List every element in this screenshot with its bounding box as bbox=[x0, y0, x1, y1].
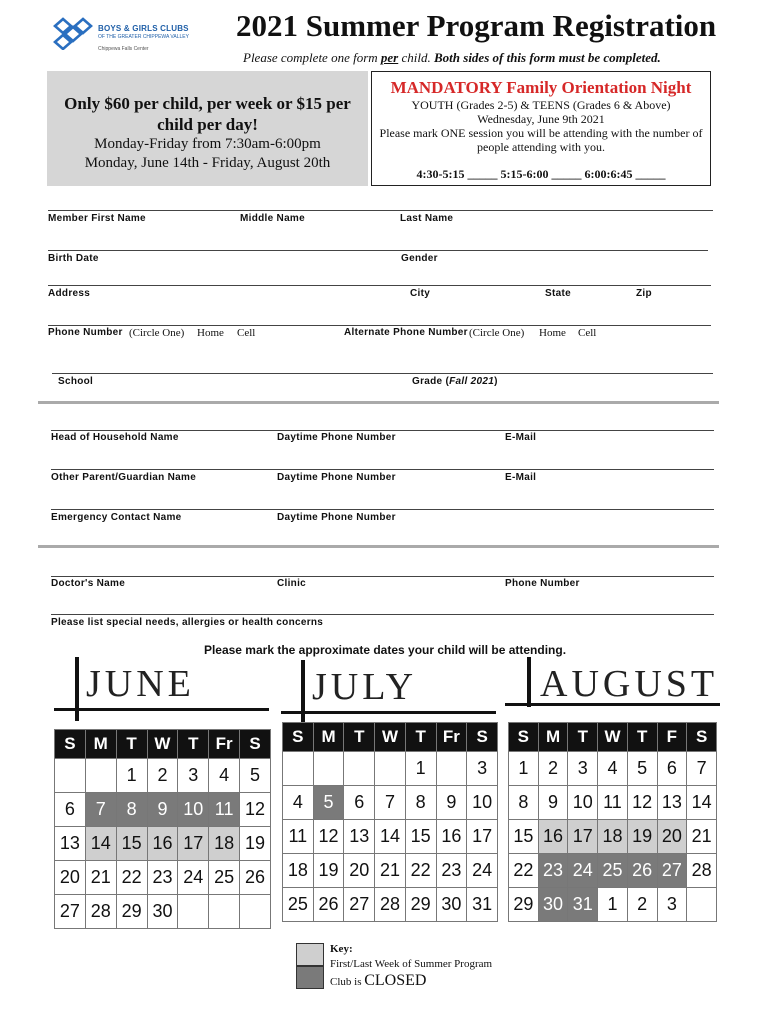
special-needs-label: Please list special needs, allergies or health concerns bbox=[51, 617, 324, 628]
calendar-week-row bbox=[283, 888, 498, 922]
logo-name: BOYS & GIRLS CLUBS bbox=[98, 24, 189, 33]
city-label: City bbox=[410, 288, 431, 299]
june-day-cell[interactable]: 14 bbox=[85, 827, 116, 861]
june-day-cell[interactable]: 12 bbox=[240, 793, 271, 827]
address-label: Address bbox=[48, 288, 91, 299]
weekday-header: S bbox=[687, 723, 717, 752]
attend-instruction: Please mark the approximate dates your child will be attending. bbox=[203, 643, 567, 657]
month-title-june: JUNE bbox=[86, 663, 195, 705]
calendar-week-row bbox=[55, 895, 271, 929]
august-day-cell[interactable]: 21 bbox=[687, 820, 717, 854]
weekday-header: W bbox=[147, 730, 178, 759]
calendar-header-row bbox=[509, 723, 717, 752]
key-closed-label bbox=[330, 972, 426, 990]
subtitle-part-b: child. bbox=[398, 50, 434, 65]
logo-region: OF THE GREATER CHIPPEWA VALLEY bbox=[98, 34, 189, 40]
august-day-cell[interactable]: 25 bbox=[598, 854, 628, 888]
july-day-cell[interactable]: 30 bbox=[436, 888, 467, 922]
section-divider bbox=[38, 401, 719, 404]
july-day-cell[interactable]: 22 bbox=[405, 854, 436, 888]
phone-line[interactable] bbox=[48, 325, 711, 326]
key-closed-word: CLOSED bbox=[364, 972, 427, 989]
hours-text: Monday-Friday from 7:30am-6:00pm bbox=[94, 136, 321, 152]
july-day-cell[interactable]: 19 bbox=[313, 854, 344, 888]
august-day-cell[interactable]: 7 bbox=[687, 752, 717, 786]
special-needs-line[interactable] bbox=[51, 614, 714, 615]
weekday-header: T bbox=[178, 730, 209, 759]
weekday-header: T bbox=[405, 723, 436, 752]
orientation-instructions: Please mark ONE session you will be attending with the number of people attending with you. bbox=[379, 126, 703, 154]
address-line[interactable] bbox=[48, 285, 711, 286]
head-household-label: Head of Household Name bbox=[51, 432, 179, 443]
program-dates-text: Monday, June 14th - Friday, August 20th bbox=[84, 155, 331, 171]
clinic-label: Clinic bbox=[277, 578, 307, 589]
school-line[interactable] bbox=[52, 373, 713, 374]
june-day-cell[interactable]: 8 bbox=[116, 793, 147, 827]
middle-name-label: Middle Name bbox=[240, 213, 305, 224]
july-bar-icon bbox=[301, 660, 305, 724]
alt-phone-home-option[interactable]: Home bbox=[539, 327, 566, 339]
august-day-cell[interactable]: 26 bbox=[627, 854, 657, 888]
calendar-june bbox=[54, 729, 271, 929]
august-day-cell[interactable]: 20 bbox=[657, 820, 687, 854]
weekday-header: Fr bbox=[209, 730, 240, 759]
price-text: Only $60 per child, per week or $15 per child per day! bbox=[64, 94, 351, 134]
july-day-cell[interactable] bbox=[344, 752, 375, 786]
june-day-cell[interactable]: 16 bbox=[147, 827, 178, 861]
july-day-cell[interactable]: 27 bbox=[344, 888, 375, 922]
page-subtitle bbox=[243, 50, 661, 66]
key-first-last-label: First/Last Week of Summer Program bbox=[330, 958, 493, 970]
june-day-cell[interactable]: 22 bbox=[116, 861, 147, 895]
june-day-cell[interactable] bbox=[85, 759, 116, 793]
august-day-cell[interactable]: 8 bbox=[509, 786, 539, 820]
august-day-cell[interactable]: 19 bbox=[627, 820, 657, 854]
august-day-cell[interactable]: 28 bbox=[687, 854, 717, 888]
zip-label: Zip bbox=[636, 288, 652, 299]
june-day-cell[interactable]: 2 bbox=[147, 759, 178, 793]
june-day-cell[interactable]: 1 bbox=[116, 759, 147, 793]
weekday-header: S bbox=[509, 723, 539, 752]
june-day-cell[interactable]: 29 bbox=[116, 895, 147, 929]
weekday-header: S bbox=[240, 730, 271, 759]
august-day-cell[interactable]: 1 bbox=[598, 888, 628, 922]
price-box bbox=[47, 71, 368, 186]
july-day-cell[interactable]: 13 bbox=[344, 820, 375, 854]
key-closed-swatch bbox=[296, 966, 324, 989]
weekday-header: T bbox=[568, 723, 598, 752]
june-day-cell[interactable]: 15 bbox=[116, 827, 147, 861]
other-email-label: E-Mail bbox=[505, 472, 537, 483]
august-day-cell[interactable]: 31 bbox=[568, 888, 598, 922]
june-day-cell[interactable] bbox=[178, 895, 209, 929]
head-email-label: E-Mail bbox=[505, 432, 537, 443]
doctor-label: Doctor's Name bbox=[51, 578, 126, 589]
calendar-week-row bbox=[509, 786, 717, 820]
alt-phone-cell-option[interactable]: Cell bbox=[578, 327, 597, 339]
other-parent-label: Other Parent/Guardian Name bbox=[51, 472, 197, 483]
weekday-header: M bbox=[538, 723, 568, 752]
calendar-week-row bbox=[55, 827, 271, 861]
june-day-cell[interactable] bbox=[209, 895, 240, 929]
calendar-week-row bbox=[509, 888, 717, 922]
month-title-august: AUGUST bbox=[540, 663, 719, 705]
weekday-header: S bbox=[467, 723, 498, 752]
july-day-cell[interactable]: 9 bbox=[436, 786, 467, 820]
june-day-cell[interactable]: 20 bbox=[55, 861, 86, 895]
orientation-box bbox=[371, 71, 711, 186]
july-day-cell[interactable]: 15 bbox=[405, 820, 436, 854]
calendar-week-row bbox=[55, 861, 271, 895]
august-day-cell[interactable]: 24 bbox=[568, 854, 598, 888]
august-day-cell[interactable]: 9 bbox=[538, 786, 568, 820]
last-name-label: Last Name bbox=[400, 213, 454, 224]
calendar-week-row bbox=[283, 786, 498, 820]
june-day-cell[interactable] bbox=[240, 895, 271, 929]
june-day-cell[interactable]: 6 bbox=[55, 793, 86, 827]
july-day-cell[interactable]: 24 bbox=[467, 854, 498, 888]
weekday-header: T bbox=[116, 730, 147, 759]
orientation-title: MANDATORY Family Orientation Night bbox=[390, 78, 692, 97]
june-day-cell[interactable]: 13 bbox=[55, 827, 86, 861]
weekday-header: W bbox=[598, 723, 628, 752]
calendar-week-row bbox=[55, 759, 271, 793]
doctor-line[interactable] bbox=[51, 576, 714, 577]
key-first-last-swatch bbox=[296, 943, 324, 966]
august-day-cell[interactable]: 22 bbox=[509, 854, 539, 888]
calendar-week-row bbox=[509, 854, 717, 888]
july-day-cell[interactable] bbox=[375, 752, 406, 786]
august-day-cell[interactable] bbox=[687, 888, 717, 922]
weekday-header: F bbox=[657, 723, 687, 752]
calendar-week-row bbox=[509, 820, 717, 854]
weekday-header: S bbox=[55, 730, 86, 759]
logo-center: Chippewa Falls Center bbox=[98, 46, 149, 52]
grade-text: Grade ( bbox=[412, 376, 450, 387]
july-day-cell[interactable]: 16 bbox=[436, 820, 467, 854]
alt-phone-label: Alternate Phone Number bbox=[344, 327, 468, 338]
june-day-cell[interactable]: 7 bbox=[85, 793, 116, 827]
june-day-cell[interactable]: 30 bbox=[147, 895, 178, 929]
july-day-cell[interactable]: 18 bbox=[283, 854, 314, 888]
august-day-cell[interactable]: 30 bbox=[538, 888, 568, 922]
orientation-grades: YOUTH (Grades 2-5) & TEENS (Grades 6 & Above) bbox=[411, 98, 671, 112]
calendar-week-row bbox=[283, 752, 498, 786]
phone-label: Phone Number bbox=[48, 327, 123, 338]
other-parent-line[interactable] bbox=[51, 469, 714, 470]
july-day-cell[interactable]: 10 bbox=[467, 786, 498, 820]
weekday-header: M bbox=[85, 730, 116, 759]
weekday-header: Fr bbox=[436, 723, 467, 752]
august-day-cell[interactable]: 17 bbox=[568, 820, 598, 854]
august-day-cell[interactable]: 12 bbox=[627, 786, 657, 820]
june-day-cell[interactable]: 3 bbox=[178, 759, 209, 793]
june-day-cell[interactable]: 19 bbox=[240, 827, 271, 861]
month-title-july: JULY bbox=[312, 666, 418, 708]
emergency-line[interactable] bbox=[51, 509, 714, 510]
august-day-cell[interactable]: 23 bbox=[538, 854, 568, 888]
phone-home-option[interactable]: Home bbox=[197, 327, 224, 339]
calendar-week-row bbox=[509, 752, 717, 786]
weekday-header: W bbox=[375, 723, 406, 752]
june-day-cell[interactable]: 28 bbox=[85, 895, 116, 929]
june-day-cell[interactable]: 9 bbox=[147, 793, 178, 827]
july-day-cell[interactable]: 21 bbox=[375, 854, 406, 888]
july-day-cell[interactable]: 6 bbox=[344, 786, 375, 820]
july-day-cell[interactable] bbox=[313, 752, 344, 786]
phone-cell-option[interactable]: Cell bbox=[237, 327, 256, 339]
emergency-label: Emergency Contact Name bbox=[51, 512, 182, 523]
july-day-cell[interactable]: 29 bbox=[405, 888, 436, 922]
august-day-cell[interactable]: 1 bbox=[509, 752, 539, 786]
june-day-cell[interactable]: 17 bbox=[178, 827, 209, 861]
weekday-header: M bbox=[313, 723, 344, 752]
alt-phone-circle-one: (Circle One) bbox=[469, 327, 525, 339]
july-day-cell[interactable]: 1 bbox=[405, 752, 436, 786]
june-day-cell[interactable]: 11 bbox=[209, 793, 240, 827]
june-bar-icon bbox=[75, 657, 79, 721]
june-day-cell[interactable]: 26 bbox=[240, 861, 271, 895]
august-day-cell[interactable]: 2 bbox=[627, 888, 657, 922]
phone-circle-one: (Circle One) bbox=[129, 327, 185, 339]
state-label: State bbox=[545, 288, 571, 299]
head-household-line[interactable] bbox=[51, 430, 714, 431]
july-day-cell[interactable] bbox=[283, 752, 314, 786]
grade-fall: Fall 2021 bbox=[449, 376, 495, 387]
june-day-cell[interactable]: 18 bbox=[209, 827, 240, 861]
july-day-cell[interactable]: 31 bbox=[467, 888, 498, 922]
july-day-cell[interactable]: 12 bbox=[313, 820, 344, 854]
july-day-cell[interactable] bbox=[436, 752, 467, 786]
subtitle-part-a: Please complete one form bbox=[243, 50, 381, 65]
orientation-date: Wednesday, June 9th 2021 bbox=[477, 112, 605, 126]
calendar-week-row bbox=[283, 854, 498, 888]
june-day-cell[interactable]: 23 bbox=[147, 861, 178, 895]
july-day-cell[interactable]: 23 bbox=[436, 854, 467, 888]
july-day-cell[interactable]: 17 bbox=[467, 820, 498, 854]
weekday-header: T bbox=[627, 723, 657, 752]
august-day-cell[interactable]: 5 bbox=[627, 752, 657, 786]
august-day-cell[interactable]: 4 bbox=[598, 752, 628, 786]
august-day-cell[interactable]: 27 bbox=[657, 854, 687, 888]
july-day-cell[interactable]: 20 bbox=[344, 854, 375, 888]
august-day-cell[interactable]: 2 bbox=[538, 752, 568, 786]
doctor-phone-label: Phone Number bbox=[505, 578, 580, 589]
weekday-header: S bbox=[283, 723, 314, 752]
august-day-cell[interactable]: 11 bbox=[598, 786, 628, 820]
calendar-august bbox=[508, 722, 717, 922]
june-day-cell[interactable]: 25 bbox=[209, 861, 240, 895]
clubs-logo-icon bbox=[52, 16, 94, 50]
section-divider-2 bbox=[38, 545, 719, 548]
birth-date-label: Birth Date bbox=[48, 253, 99, 264]
august-day-cell[interactable]: 14 bbox=[687, 786, 717, 820]
calendar-week-row bbox=[283, 820, 498, 854]
school-label: School bbox=[58, 376, 94, 387]
august-day-cell[interactable]: 13 bbox=[657, 786, 687, 820]
key-closed-prefix: Club is bbox=[330, 976, 365, 988]
july-day-cell[interactable]: 14 bbox=[375, 820, 406, 854]
page-title: 2021 Summer Program Registration bbox=[236, 8, 717, 43]
june-underline bbox=[54, 708, 269, 711]
july-day-cell[interactable]: 5 bbox=[313, 786, 344, 820]
other-daytime-phone-label: Daytime Phone Number bbox=[277, 472, 396, 483]
grade-close: ) bbox=[494, 376, 498, 387]
july-day-cell[interactable]: 7 bbox=[375, 786, 406, 820]
first-name-label: Member First Name bbox=[48, 213, 146, 224]
august-day-cell[interactable]: 15 bbox=[509, 820, 539, 854]
june-day-cell[interactable]: 24 bbox=[178, 861, 209, 895]
calendar-week-row bbox=[55, 793, 271, 827]
july-day-cell[interactable]: 25 bbox=[283, 888, 314, 922]
emergency-phone-label: Daytime Phone Number bbox=[277, 512, 396, 523]
head-daytime-phone-label: Daytime Phone Number bbox=[277, 432, 396, 443]
july-day-cell[interactable]: 8 bbox=[405, 786, 436, 820]
calendar-header-row bbox=[55, 730, 271, 759]
august-day-cell[interactable]: 6 bbox=[657, 752, 687, 786]
july-day-cell[interactable]: 26 bbox=[313, 888, 344, 922]
subtitle-per: per bbox=[380, 50, 399, 65]
august-day-cell[interactable]: 18 bbox=[598, 820, 628, 854]
june-day-cell[interactable]: 21 bbox=[85, 861, 116, 895]
june-day-cell[interactable]: 5 bbox=[240, 759, 271, 793]
august-day-cell[interactable]: 3 bbox=[657, 888, 687, 922]
weekday-header: T bbox=[344, 723, 375, 752]
june-day-cell[interactable] bbox=[55, 759, 86, 793]
august-day-cell[interactable]: 29 bbox=[509, 888, 539, 922]
orientation-sessions[interactable]: 4:30-5:15 _____ 5:15-6:00 _____ 6:00:6:45 _____ bbox=[416, 167, 666, 181]
june-day-cell[interactable]: 27 bbox=[55, 895, 86, 929]
key-title: Key: bbox=[330, 943, 353, 955]
july-day-cell[interactable]: 3 bbox=[467, 752, 498, 786]
july-underline bbox=[281, 711, 496, 714]
logo bbox=[52, 14, 202, 58]
july-day-cell[interactable]: 28 bbox=[375, 888, 406, 922]
august-day-cell[interactable]: 10 bbox=[568, 786, 598, 820]
june-day-cell[interactable]: 4 bbox=[209, 759, 240, 793]
first-name-line[interactable] bbox=[48, 210, 713, 211]
july-day-cell[interactable]: 4 bbox=[283, 786, 314, 820]
calendar-july bbox=[282, 722, 498, 922]
august-day-cell[interactable]: 3 bbox=[568, 752, 598, 786]
june-day-cell[interactable]: 10 bbox=[178, 793, 209, 827]
calendar-header-row bbox=[283, 723, 498, 752]
gender-label: Gender bbox=[401, 253, 438, 264]
grade-label bbox=[412, 376, 498, 387]
birth-date-line[interactable] bbox=[48, 250, 708, 251]
august-day-cell[interactable]: 16 bbox=[538, 820, 568, 854]
july-day-cell[interactable]: 11 bbox=[283, 820, 314, 854]
august-bar-icon bbox=[527, 657, 531, 707]
subtitle-part-c: Both sides of this form must be completed. bbox=[434, 50, 661, 65]
